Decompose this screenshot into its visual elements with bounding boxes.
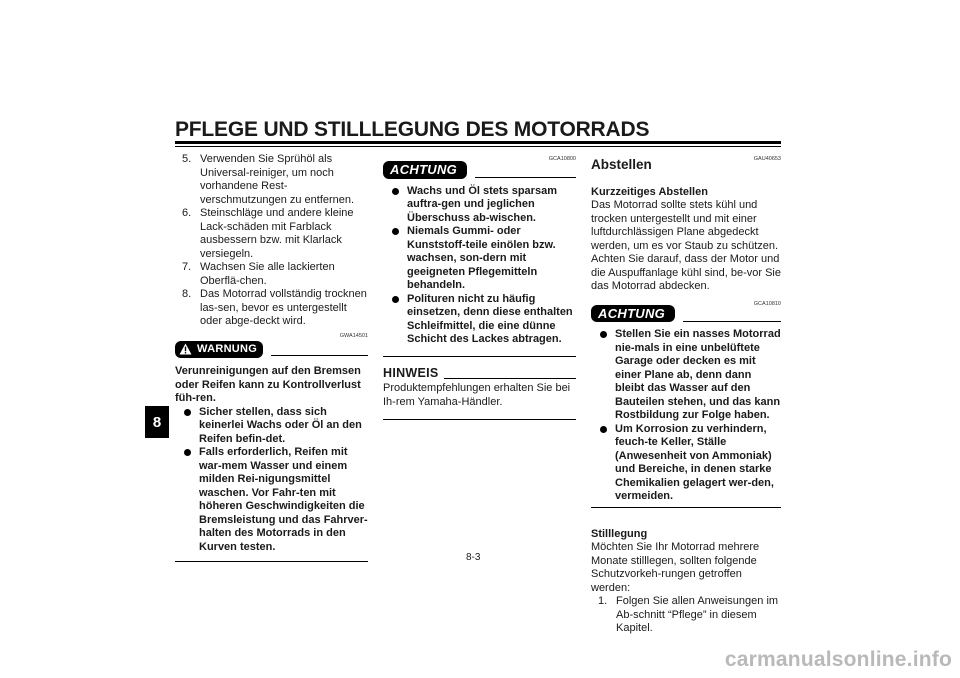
bullet-icon bbox=[392, 296, 399, 303]
caution-bullet: Polituren nicht zu häufig einsetzen, denn diese enthalten Schleifmittel, die eine dünne Schicht des Lackes abtragen. bbox=[383, 293, 576, 347]
warning-code: GWA14501 bbox=[339, 332, 368, 339]
list-item: 6. Steinschläge und andere kleine Lack-schäden mit Farblack ausbessern bzw. mit Klarlack versiegeln. bbox=[182, 207, 354, 260]
caution-badge: ACHTUNG bbox=[383, 161, 467, 179]
bullet-icon bbox=[184, 409, 191, 416]
caution-end-rule bbox=[383, 356, 576, 357]
bullet-icon bbox=[184, 449, 191, 456]
page-title: PFLEGE UND STILLLEGUNG DES MOTORRADS bbox=[175, 118, 650, 141]
caution-bullet: Niemals Gummi- oder Kunststoff-teile einölen bzw. wachsen, son-dern mit geeigneten Pflegemitteln behandeln. bbox=[383, 225, 576, 293]
column-3 bbox=[591, 153, 781, 636]
note-end-rule bbox=[383, 419, 576, 420]
caution-header bbox=[591, 298, 781, 323]
note-header-rule bbox=[444, 378, 576, 379]
subheading-short-term: Kurzzeitiges Abstellen bbox=[591, 185, 708, 198]
bullet-icon bbox=[392, 188, 399, 195]
column-1 bbox=[175, 153, 368, 562]
watermark: carmanualsonline.info bbox=[724, 648, 952, 671]
note-header bbox=[383, 367, 576, 381]
bullet-icon bbox=[600, 426, 607, 433]
caution-badge: ACHTUNG bbox=[591, 305, 675, 323]
section-heading: Abstellen bbox=[591, 157, 652, 172]
caution-header-rule bbox=[475, 177, 576, 178]
bullet-icon bbox=[600, 331, 607, 338]
note-text: Produktempfehlungen erhalten Sie bei Ih-rem Yamaha-Händler. bbox=[383, 382, 571, 408]
header-rule-thin bbox=[175, 146, 781, 147]
column-2 bbox=[383, 153, 576, 420]
caution-code: GCA10810 bbox=[753, 300, 781, 307]
caution-end-rule bbox=[591, 507, 781, 508]
page-number: 8-3 bbox=[466, 552, 481, 563]
warning-box bbox=[175, 332, 368, 563]
caution-box bbox=[591, 298, 781, 508]
note-box bbox=[383, 367, 576, 421]
list-item: 7. Wachsen Sie alle lackierten Oberflä-chen. bbox=[182, 261, 335, 287]
caution-box bbox=[383, 153, 576, 357]
caution-bullet: Um Korrosion zu verhindern, feuch-te Keller, Ställe (Anwesenheit von Ammoniak) und Bereiche, in denen starke Chemikalien gelagert wer-den, vermeiden. bbox=[591, 423, 781, 504]
section-code: GAU40653 bbox=[753, 156, 781, 162]
storage-step-list bbox=[591, 595, 781, 636]
warning-bullet: Falls erforderlich, Reifen mit war-mem Wasser und einem milden Rei-nigungsmittel waschen. Vor Fahr-ten mit höheren Geschwindigkeiten die Bremsleistung und das Fahrver-halten des Motorrads in den Kurven testen. bbox=[175, 446, 368, 554]
step-list bbox=[175, 153, 368, 329]
warning-badge bbox=[175, 341, 263, 359]
note-label: HINWEIS bbox=[383, 365, 439, 380]
caution-header bbox=[383, 153, 576, 179]
warning-triangle-icon bbox=[179, 343, 192, 355]
warning-header-rule bbox=[271, 355, 368, 356]
warning-end-rule bbox=[175, 561, 368, 562]
abstellen-section bbox=[591, 153, 781, 172]
storage-text: Möchten Sie Ihr Motorrad mehrere Monate stilllegen, sollten folgende Schutzvorkeh-rungen getroffen werden: bbox=[591, 541, 760, 594]
warning-bullet: Sicher stellen, dass sich keinerlei Wachs oder Öl an den Reifen befin-det. bbox=[175, 406, 368, 447]
subheading-storage: Stilllegung bbox=[591, 527, 648, 540]
caution-code: GCA10800 bbox=[548, 156, 576, 162]
short-term-text: Das Motorrad sollte stets kühl und trocken untergestellt und mit einer luftdurchlässigen Plane abgedeckt werden, um es vor Staub zu schützen. Achten Sie darauf, dass der Motor und die Auspuffanlage kühl sind, be-vor Sie das Motorrad abdecken. bbox=[591, 199, 781, 292]
caution-bullet: Stellen Sie ein nasses Motorrad nie-mals in eine unbelüftete Garage oder decken es mit einer Plane ab, denn dann bleibt das Wasser auf den Bauteilen stehen, und das kann Rostbildung zur Folge haben. bbox=[591, 328, 781, 423]
list-item: 5. Verwenden Sie Sprühöl als Universal-reiniger, um noch vorhandene Rest-verschmutzungen zu entfernen. bbox=[182, 153, 355, 206]
caution-header-rule bbox=[683, 321, 781, 322]
list-item: 1. Folgen Sie allen Anweisungen im Ab-schnitt “Pflege” in diesem Kapitel. bbox=[598, 595, 779, 634]
bullet-icon bbox=[392, 228, 399, 235]
caution-bullet: Wachs und Öl stets sparsam auftra-gen und jeglichen Überschuss ab-wischen. bbox=[383, 185, 576, 226]
warning-label: WARNUNG bbox=[197, 342, 258, 355]
chapter-tab[interactable]: 8 bbox=[145, 406, 169, 438]
list-item: 8. Das Motorrad vollständig trocknen las-sen, bevor es untergestellt oder abge-deckt wird. bbox=[182, 288, 367, 327]
header-rule-thick bbox=[175, 141, 781, 144]
warning-intro: Verunreinigungen auf den Bremsen oder Reifen kann zu Kontrollverlust füh-ren. bbox=[175, 365, 361, 404]
